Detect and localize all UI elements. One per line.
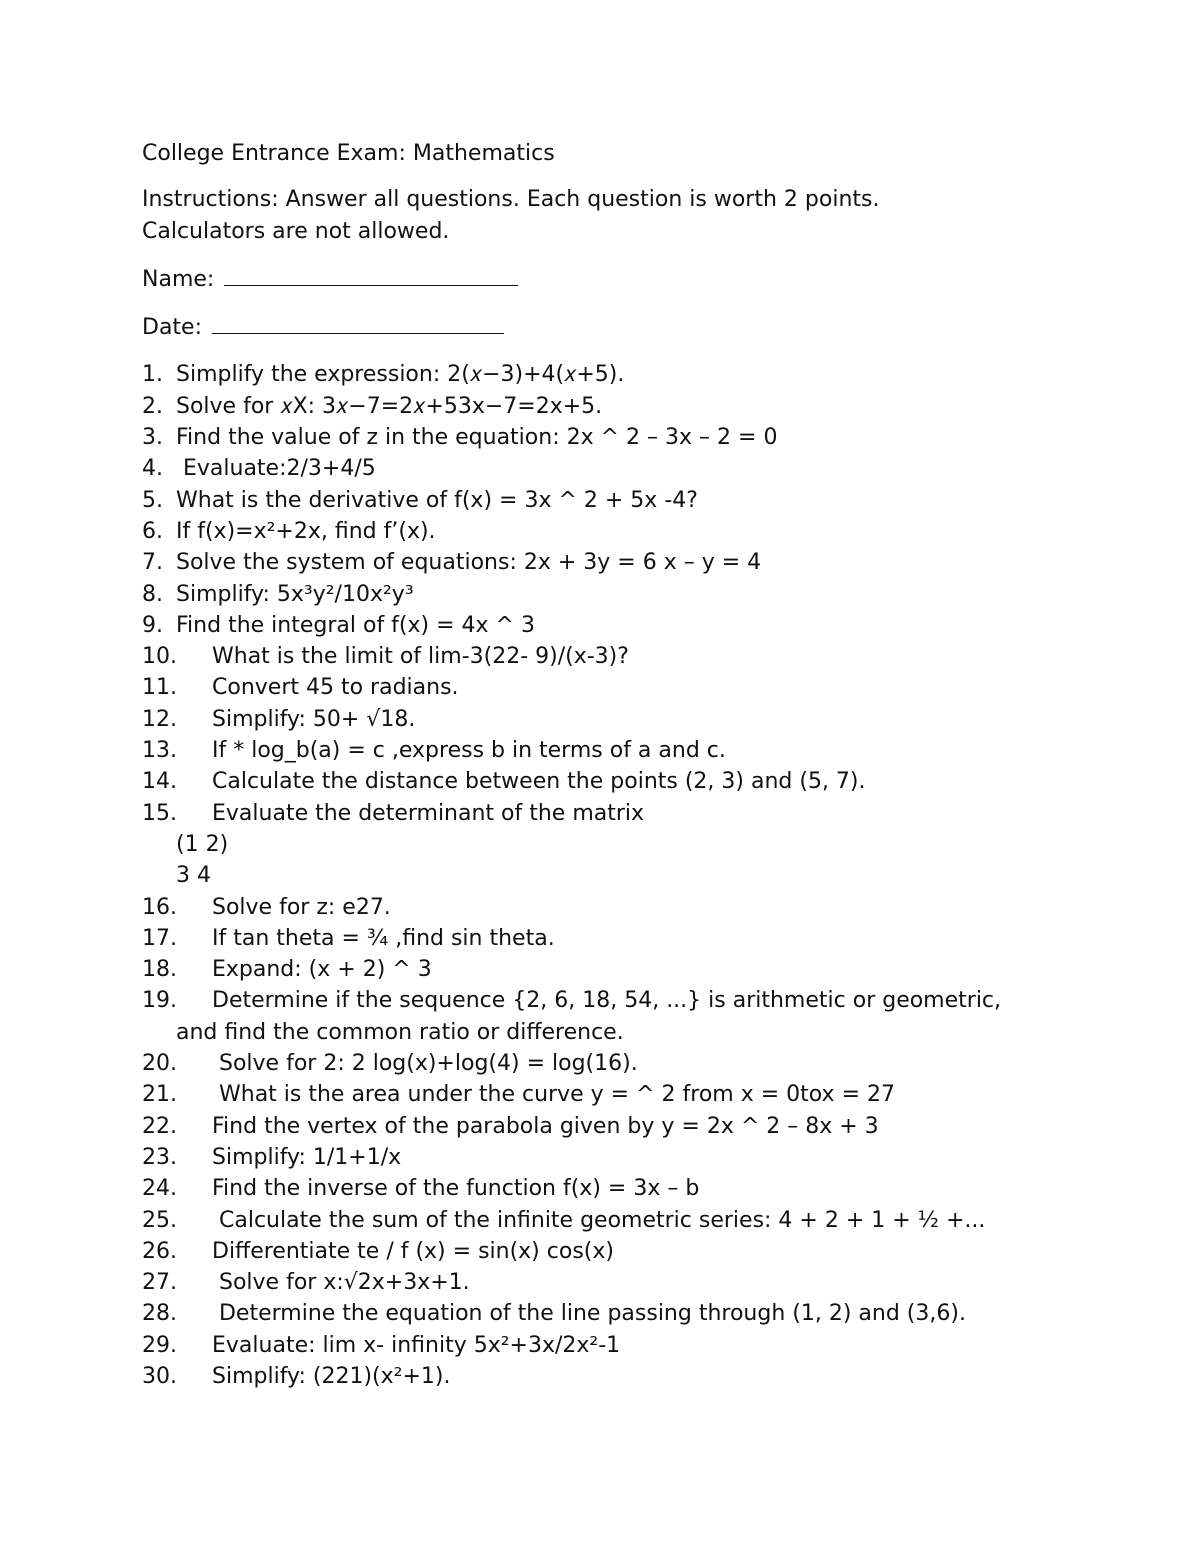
exam-page: [142, 138, 1102, 1392]
question-item: [142, 547, 1102, 578]
question-number: 8.: [142, 581, 163, 607]
question-text: Differentiate te / f (x) = sin(x) cos(x): [212, 1238, 614, 1264]
name-label: Name:: [142, 266, 215, 292]
question-continuation: (1 2): [176, 831, 229, 857]
question-item: [142, 516, 1102, 547]
question-text: What is the area under the curve y = ^ 2 from x = 0tox = 27: [212, 1082, 895, 1108]
question-text: Find the vertex of the parabola given by y = 2x ^ 2 – 8x + 3: [212, 1113, 879, 1139]
question-text: What is the limit of lim-3(22- 9)/(x-3)?: [212, 644, 629, 670]
question-text: Find the value of z in the equation: 2x ^ 2 – 3x – 2 = 0: [176, 425, 778, 451]
question-text: If tan theta = ¾ ,find sin theta.: [212, 925, 555, 951]
question-item: [142, 798, 1102, 892]
date-blank-line[interactable]: [212, 311, 504, 334]
question-number: 26.: [142, 1238, 177, 1264]
question-number: 19.: [142, 988, 177, 1014]
question-text: Expand: (x + 2) ^ 3: [212, 957, 432, 983]
question-item: [142, 1330, 1102, 1361]
question-item: [142, 579, 1102, 610]
page-title: College Entrance Exam: Mathematics: [142, 141, 555, 166]
question-item: [142, 1111, 1102, 1142]
question-text: Solve for x:√2x+3x+1.: [212, 1270, 470, 1296]
question-text: Determine the equation of the line passing through (1, 2) and (3,6).: [212, 1301, 966, 1327]
question-item: [142, 610, 1102, 641]
question-number: 17.: [142, 925, 177, 951]
question-item: [142, 735, 1102, 766]
question-number: 18.: [142, 957, 177, 983]
question-text: Simplify: (221)(x²+1).: [212, 1363, 451, 1389]
question-text: Simplify: 50+ √18.: [212, 706, 416, 732]
question-text: If f(x)=x²+2x, find f’(x).: [176, 518, 436, 544]
question-number: 28.: [142, 1301, 177, 1327]
question-item: [142, 1173, 1102, 1204]
question-text: What is the derivative of f(x) = 3x ^ 2 + 5x -4?: [176, 487, 698, 513]
question-number: 7.: [142, 550, 163, 576]
question-text: Calculate the distance between the points (2, 3) and (5, 7).: [212, 769, 866, 795]
question-number: 29.: [142, 1332, 177, 1358]
question-item: [142, 672, 1102, 703]
question-number: 16.: [142, 894, 177, 920]
question-number: 13.: [142, 738, 177, 764]
question-number: 27.: [142, 1270, 177, 1296]
name-field[interactable]: [142, 263, 1102, 295]
question-item: [142, 359, 1102, 390]
question-number: 15.: [142, 800, 177, 826]
question-item: [142, 1298, 1102, 1329]
question-item: [142, 1361, 1102, 1392]
question-number: 2.: [142, 393, 163, 419]
question-number: 4.: [142, 456, 163, 482]
question-text: Evaluate the determinant of the matrix: [212, 800, 645, 826]
question-item: [142, 1142, 1102, 1173]
name-blank-line[interactable]: [224, 263, 518, 286]
question-text: Evaluate: lim x- infinity 5x²+3x/2x²-1: [212, 1332, 621, 1358]
question-text: Solve for z: e27.: [212, 894, 391, 920]
question-number: 20.: [142, 1051, 177, 1077]
date-field[interactable]: [142, 311, 1102, 343]
question-item: [142, 766, 1102, 797]
question-item: [142, 391, 1102, 422]
question-item: [142, 1048, 1102, 1079]
question-number: 14.: [142, 769, 177, 795]
question-text: If * log_b(a) = c ,express b in terms of a and c.: [212, 738, 726, 764]
question-number: 24.: [142, 1176, 177, 1202]
question-number: 23.: [142, 1144, 177, 1170]
question-item: [142, 453, 1102, 484]
question-number: 3.: [142, 425, 163, 451]
question-item: [142, 1079, 1102, 1110]
question-text: Simplify: 5x³y²/10x²y³: [176, 581, 414, 607]
question-item: [142, 1205, 1102, 1236]
question-text: Determine if the sequence {2, 6, 18, 54, ...} is arithmetic or geometric,: [212, 988, 1002, 1014]
question-number: 12.: [142, 706, 177, 732]
question-item: [142, 422, 1102, 453]
question-continuation: and find the common ratio or difference.: [176, 1019, 624, 1045]
question-number: 10.: [142, 644, 177, 670]
question-item: [142, 1236, 1102, 1267]
question-number: 9.: [142, 612, 163, 638]
question-text: Find the inverse of the function f(x) = 3x – b: [212, 1176, 700, 1202]
question-item: [142, 1267, 1102, 1298]
question-number: 22.: [142, 1113, 177, 1139]
question-text: Find the integral of f(x) = 4x ^ 3: [176, 612, 535, 638]
question-text: Convert 45 to radians.: [212, 675, 459, 701]
question-number: 6.: [142, 518, 163, 544]
question-continuation: 3 4: [176, 863, 211, 889]
question-number: 30.: [142, 1363, 177, 1389]
question-text: Simplify: 1/1+1/x: [212, 1144, 402, 1170]
question-text: Solve for 𝑥X: 3𝑥−7=2𝑥+53x−7=2x+5.: [176, 393, 603, 419]
question-item: [142, 985, 1102, 1048]
question-list: [142, 359, 1102, 1392]
question-item: [142, 641, 1102, 672]
question-number: 21.: [142, 1082, 177, 1108]
question-text: Calculate the sum of the infinite geometric series: 4 + 2 + 1 + ½ +...: [212, 1207, 986, 1233]
question-number: 1.: [142, 362, 163, 388]
instructions: Instructions: Answer all questions. Each question is worth 2 points. Calculators are not allowed.: [142, 187, 880, 244]
question-item: [142, 923, 1102, 954]
question-item: [142, 892, 1102, 923]
question-item: [142, 485, 1102, 516]
question-item: [142, 954, 1102, 985]
question-text: Solve for 2: 2 log(x)+log(4) = log(16).: [212, 1051, 638, 1077]
date-label: Date:: [142, 315, 202, 341]
question-text: Simplify the expression: 2(𝑥−3)+4(𝑥+5).: [176, 362, 625, 388]
question-text: Solve the system of equations: 2x + 3y = 6 x – y = 4: [176, 550, 762, 576]
question-number: 5.: [142, 487, 163, 513]
question-number: 25.: [142, 1207, 177, 1233]
question-item: [142, 704, 1102, 735]
question-text: Evaluate:2/3+4/5: [176, 456, 376, 482]
question-number: 11.: [142, 675, 177, 701]
